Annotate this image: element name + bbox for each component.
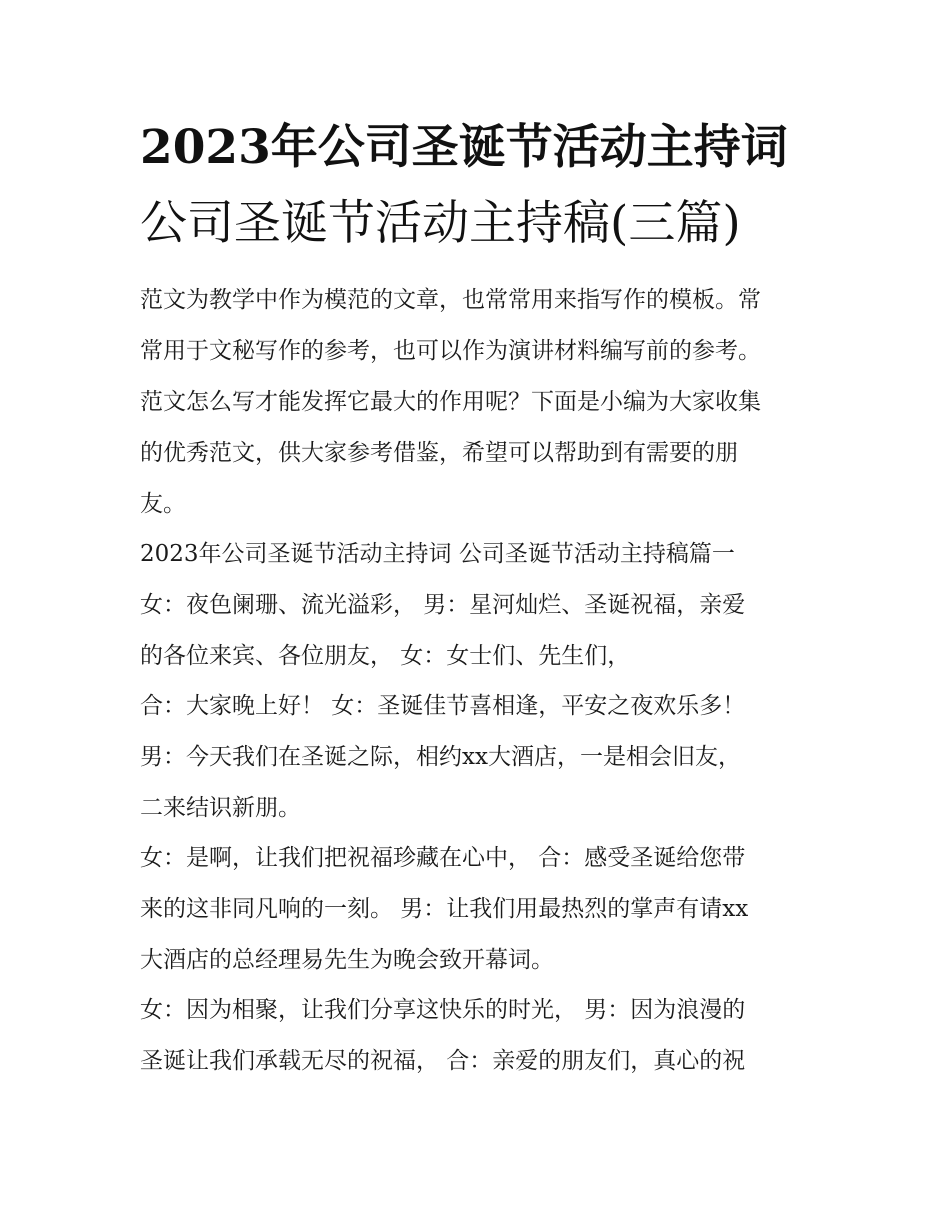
paragraph-line: 范文怎么写才能发挥它最大的作用呢？下面是小编为大家收集 — [140, 389, 761, 415]
paragraph-line: 的优秀范文，供大家参考借鉴，希望可以帮助到有需要的朋 — [140, 440, 738, 466]
document-title-line-2: 公司圣诞节活动主持稿(三篇) — [140, 196, 741, 251]
document-title-line-1: 2023年公司圣诞节活动主持词 — [140, 120, 788, 175]
paragraph-line: 女：是啊，让我们把祝福珍藏在心中， 合：感受圣诞给您带 — [140, 845, 746, 871]
paragraph-line: 女：因为相聚，让我们分享这快乐的时光， 男：因为浪漫的 — [140, 997, 746, 1023]
paragraph-line: 常用于文秘写作的参考，也可以作为演讲材料编写前的参考。 — [140, 338, 761, 364]
paragraph-line: 二来结识新朋。 — [140, 795, 301, 821]
paragraph-line: 合：大家晚上好！ 女：圣诞佳节喜相逢，平安之夜欢乐多！ — [140, 693, 746, 719]
paragraph-line: 友。 — [140, 491, 186, 517]
paragraph-line: 的各位来宾、各位朋友， 女：女士们、先生们， — [140, 643, 631, 669]
paragraph-line: 女：夜色阑珊、流光溢彩， 男：星河灿烂、圣诞祝福，亲爱 — [140, 592, 746, 618]
paragraph-line: 圣诞让我们承载无尽的祝福， 合：亲爱的朋友们，真心的祝 — [140, 1048, 746, 1074]
paragraph-line: 来的这非同凡响的一刻。 男：让我们用最热烈的掌声有请xx — [140, 896, 749, 922]
section-heading: 2023年公司圣诞节活动主持词 公司圣诞节活动主持稿篇一 — [140, 541, 735, 567]
paragraph-line: 大酒店的总经理易先生为晚会致开幕词。 — [140, 947, 554, 973]
paragraph-line: 范文为教学中作为模范的文章，也常常用来指写作的模板。常 — [140, 287, 761, 313]
paragraph-line: 男：今天我们在圣诞之际，相约xx大酒店，一是相会旧友， — [140, 744, 741, 770]
